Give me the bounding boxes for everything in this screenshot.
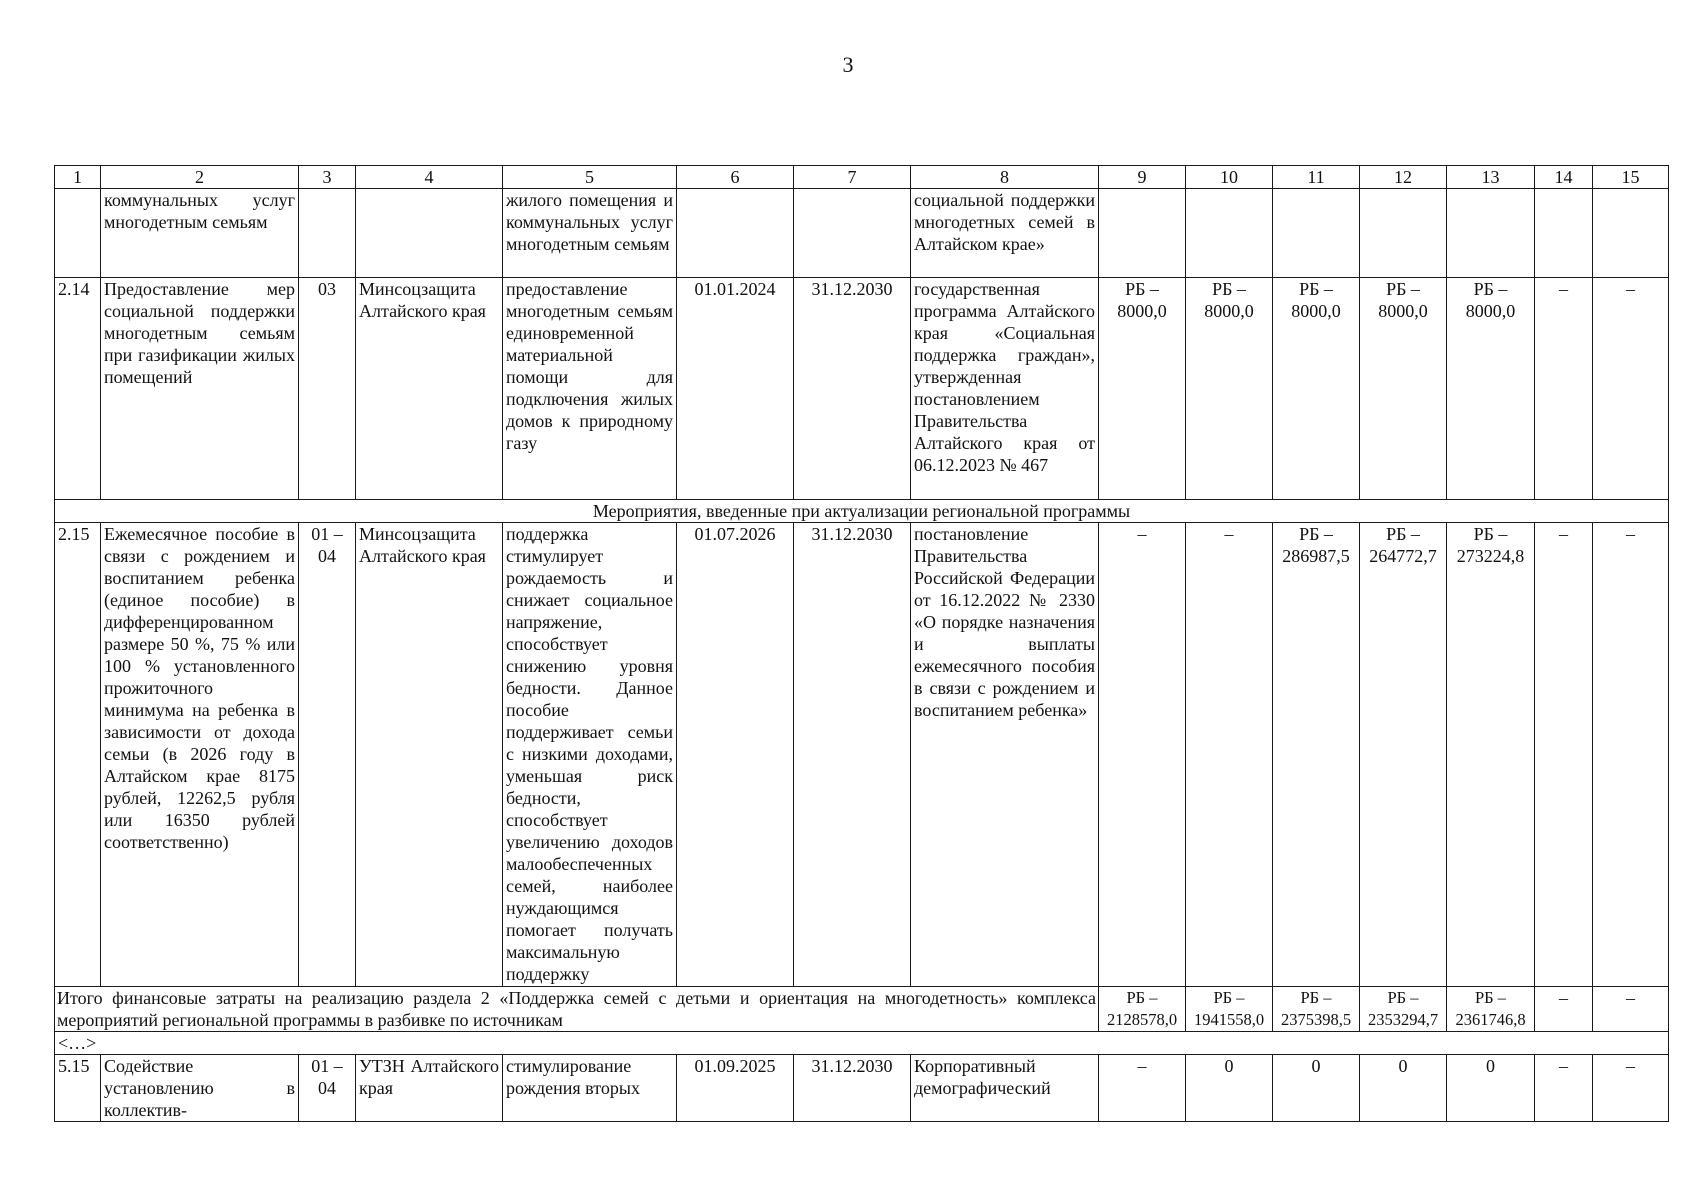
- funding-cell: –: [1593, 523, 1669, 987]
- table-cell: [55, 189, 101, 278]
- end-date-cell: 31.12.2030: [794, 1055, 911, 1122]
- start-date-cell: 01.07.2026: [677, 523, 794, 987]
- total-funding-cell: РБ – 1941558,0: [1186, 987, 1273, 1032]
- table-row-continuation: [55, 189, 1669, 278]
- total-funding-cell: РБ – 2353294,7: [1360, 987, 1447, 1032]
- total-funding-cell: РБ – 2128578,0: [1099, 987, 1186, 1032]
- program-table: [54, 165, 1669, 1122]
- table-row-5-15: [55, 1055, 1669, 1122]
- total-funding-cell: РБ – 2361746,8: [1447, 987, 1535, 1032]
- goal-cell: предоставление многодетным семьям единовременной материальной помощи для подключения жилых домов к природному газу: [503, 278, 677, 500]
- funding-cell: РБ – 286987,5: [1273, 523, 1360, 987]
- task-code-cell: 01 – 04: [299, 1055, 356, 1122]
- header-cell: 4: [356, 166, 503, 189]
- header-cell: 13: [1447, 166, 1535, 189]
- funding-cell: –: [1593, 1055, 1669, 1122]
- header-cell: 9: [1099, 166, 1186, 189]
- header-cell: 12: [1360, 166, 1447, 189]
- funding-cell: –: [1186, 523, 1273, 987]
- header-cell: 10: [1186, 166, 1273, 189]
- table-cell: [794, 189, 911, 278]
- table-cell: [299, 189, 356, 278]
- funding-cell: 0: [1360, 1055, 1447, 1122]
- start-date-cell: 01.01.2024: [677, 278, 794, 500]
- table-cell: [1535, 189, 1593, 278]
- header-row: [55, 166, 1669, 189]
- total-label: Итого финансовые затраты на реализацию раздела 2 «Поддержка семей с детьми и ориентация на многодетность» комплекса мероприятий региональной программы в разбивке по источникам: [55, 987, 1099, 1032]
- goal-cell: поддержка стимулирует рождаемость и снижает социальное напряжение, способствует снижению уровня бедности. Данное пособие поддерживает семьи с низкими доходами, уменьшая риск бедности, способствует увеличению доходов малообеспеченных семей, наиболее нуждающимся помогает получать максимальную поддержку: [503, 523, 677, 987]
- table-cell: [1186, 189, 1273, 278]
- funding-cell: РБ – 273224,8: [1447, 523, 1535, 987]
- total-funding-cell: –: [1535, 987, 1593, 1032]
- funding-cell: –: [1535, 1055, 1593, 1122]
- header-cell: 2: [101, 166, 299, 189]
- funding-cell: –: [1535, 523, 1593, 987]
- document-cell: постановление Правительства Российской Федерации от 16.12.2022 № 2330 «О порядке назначения и выплаты ежемесячного пособия в связи с рождением и воспитанием ребенка»: [911, 523, 1099, 987]
- section-title: Мероприятия, введенные при актуализации региональной программы: [55, 500, 1669, 523]
- funding-cell: РБ – 264772,7: [1360, 523, 1447, 987]
- header-cell: 15: [1593, 166, 1669, 189]
- row-number: 2.15: [55, 523, 101, 987]
- goal-cell: жилого помещения и коммунальных услуг многодетным семьям: [503, 189, 677, 278]
- start-date-cell: 01.09.2025: [677, 1055, 794, 1122]
- measure-name-cell: Содействие установлению в коллектив-: [101, 1055, 299, 1122]
- header-cell: 3: [299, 166, 356, 189]
- funding-cell: –: [1593, 278, 1669, 500]
- measure-name-cell: коммунальных услуг многодетным семьям: [101, 189, 299, 278]
- task-code-cell: 01 – 04: [299, 523, 356, 987]
- funding-cell: –: [1535, 278, 1593, 500]
- row-number: 2.14: [55, 278, 101, 500]
- table-cell: [677, 189, 794, 278]
- end-date-cell: 31.12.2030: [794, 523, 911, 987]
- document-cell: социальной поддержки многодетных семей в Алтайском крае»: [911, 189, 1099, 278]
- funding-cell: РБ – 8000,0: [1186, 278, 1273, 500]
- total-funding-cell: –: [1593, 987, 1669, 1032]
- table-cell: [1099, 189, 1186, 278]
- executor-cell: Минсоцзащита Алтайского края: [356, 523, 503, 987]
- funding-cell: РБ – 8000,0: [1447, 278, 1535, 500]
- header-cell: 11: [1273, 166, 1360, 189]
- header-cell: 14: [1535, 166, 1593, 189]
- header-cell: 5: [503, 166, 677, 189]
- header-cell: 1: [55, 166, 101, 189]
- total-funding-cell: РБ – 2375398,5: [1273, 987, 1360, 1032]
- row-number: 5.15: [55, 1055, 101, 1122]
- table-cell: [356, 189, 503, 278]
- table-cell: [1447, 189, 1535, 278]
- header-cell: 6: [677, 166, 794, 189]
- document-cell: Корпоративный демографический: [911, 1055, 1099, 1122]
- section-row: [55, 500, 1669, 523]
- funding-cell: РБ – 8000,0: [1099, 278, 1186, 500]
- funding-cell: 0: [1447, 1055, 1535, 1122]
- table-cell: [1360, 189, 1447, 278]
- table-cell: [1273, 189, 1360, 278]
- funding-cell: 0: [1273, 1055, 1360, 1122]
- goal-cell: стимулирование рождения вторых: [503, 1055, 677, 1122]
- table-cell: [1593, 189, 1669, 278]
- ellipsis-marker: <…>: [55, 1032, 1669, 1055]
- measure-name-cell: Ежемесячное пособие в связи с рождением и воспитанием ребенка (единое пособие) в дифференцированном размере 50 %, 75 % или 100 % установленного прожиточного минимума на ребенка в зависимости от дохода семьи (в 2026 году в Алтайском крае 8175 рублей, 12262,5 рубля или 16350 рублей соответственно): [101, 523, 299, 987]
- funding-cell: 0: [1186, 1055, 1273, 1122]
- funding-cell: РБ – 8000,0: [1273, 278, 1360, 500]
- table-row-2-15: [55, 523, 1669, 987]
- header-cell: 7: [794, 166, 911, 189]
- task-code-cell: 03: [299, 278, 356, 500]
- executor-cell: УТЗН Алтайского края: [356, 1055, 503, 1122]
- ellipsis-row: [55, 1032, 1669, 1055]
- executor-cell: Минсоцзащита Алтайского края: [356, 278, 503, 500]
- end-date-cell: 31.12.2030: [794, 278, 911, 500]
- table-row-2-14: [55, 278, 1669, 500]
- funding-cell: –: [1099, 1055, 1186, 1122]
- funding-cell: –: [1099, 523, 1186, 987]
- document-cell: государственная программа Алтайского края «Социальная поддержка граждан», утвержденная постановлением Правительства Алтайского края от 06.12.2023 № 467: [911, 278, 1099, 500]
- total-row: [55, 987, 1669, 1032]
- measure-name-cell: Предоставление мер социальной поддержки многодетным семьям при газификации жилых помещений: [101, 278, 299, 500]
- page-number: 3: [842, 52, 854, 77]
- header-cell: 8: [911, 166, 1099, 189]
- funding-cell: РБ – 8000,0: [1360, 278, 1447, 500]
